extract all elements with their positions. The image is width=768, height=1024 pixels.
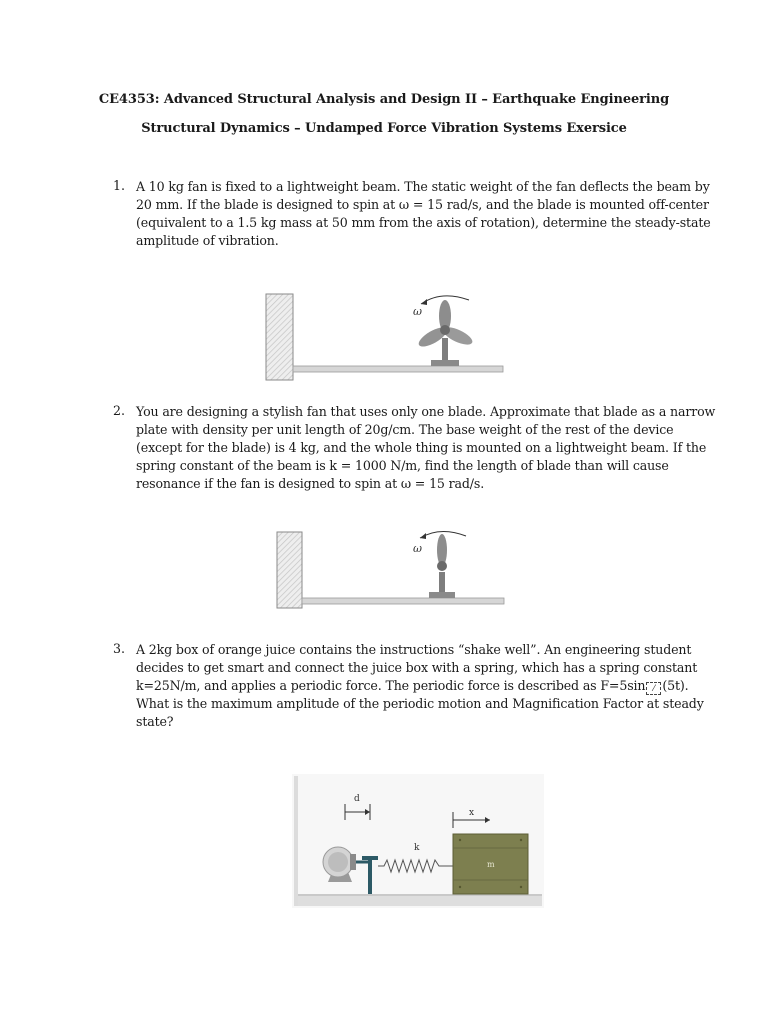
problem-1-number: 1.: [113, 178, 126, 193]
x-label: x: [469, 808, 475, 818]
text-line: resonance if the fan is designed to spin at ω = 15 rad/s.: [136, 476, 485, 491]
k-label: k: [414, 843, 420, 853]
text-line: decides to get smart and connect the juice box with a spring, which has a spring constant: [136, 660, 698, 675]
omega-label: ω: [413, 542, 422, 555]
formula-text: k=25N/m, and applies a periodic force. The periodic force is described as F=5sin: [136, 678, 646, 693]
ground: [298, 896, 542, 906]
problem-2-number: 2.: [113, 403, 126, 418]
text-line: (except for the blade) is 4 kg, and the whole thing is mounted on a lightweight beam. If the: [136, 440, 707, 455]
text-line: (equivalent to a 1.5 kg mass at 50 mm from the axis of rotation), determine the steady-state: [136, 215, 711, 230]
spring-mass-figure: [290, 772, 546, 912]
wall: [266, 294, 293, 380]
formula-text-end: (5t).: [662, 678, 689, 693]
beam: [293, 366, 503, 372]
text-line: plate with density per unit length of 20g/cm. The base weight of the rest of the device: [136, 422, 674, 437]
fan-beam-figure-1: [255, 282, 513, 390]
text-line: amplitude of vibration.: [136, 233, 279, 248]
problem-2-text: [136, 403, 716, 493]
d-label: d: [354, 794, 360, 804]
fan-stand: [439, 572, 445, 592]
problem-3-text: [136, 641, 704, 731]
fan-base: [429, 592, 455, 598]
text-line: What is the maximum amplitude of the periodic motion and Magnification Factor at steady: [136, 696, 704, 711]
formula-line: [136, 677, 689, 695]
page-title: CE4353: Advanced Structural Analysis and Design II – Earthquake Engineering: [98, 92, 670, 107]
m-label: m: [487, 860, 495, 869]
problem-3-number: 3.: [113, 641, 126, 656]
text-line: You are designing a stylish fan that uses only one blade. Approximate that blade as a narrow: [136, 404, 716, 419]
fan-base: [431, 360, 459, 366]
text-line: spring constant of the beam is k = 1000 N/m, find the length of blade than will cause: [136, 458, 669, 473]
fan-beam-figure-2: [266, 520, 514, 612]
page-subtitle: Structural Dynamics – Undamped Force Vibration Systems Exersice: [141, 121, 627, 136]
problem-1-text: [136, 178, 711, 250]
text-line: 20 mm. If the blade is designed to spin at ω = 15 rad/s, and the blade is mounted off-center: [136, 197, 709, 212]
text-line: A 10 kg fan is fixed to a lightweight beam. The static weight of the fan deflects the beam by: [136, 179, 710, 194]
beam: [302, 598, 504, 604]
text-line: A 2kg box of orange juice contains the instructions “shake well”. An engineering student: [136, 642, 692, 657]
omega-label: ω: [413, 305, 422, 318]
fan-stand: [442, 338, 448, 360]
wall: [277, 532, 302, 608]
text-line: state?: [136, 714, 174, 729]
equation-placeholder: ⁄: [646, 682, 661, 695]
